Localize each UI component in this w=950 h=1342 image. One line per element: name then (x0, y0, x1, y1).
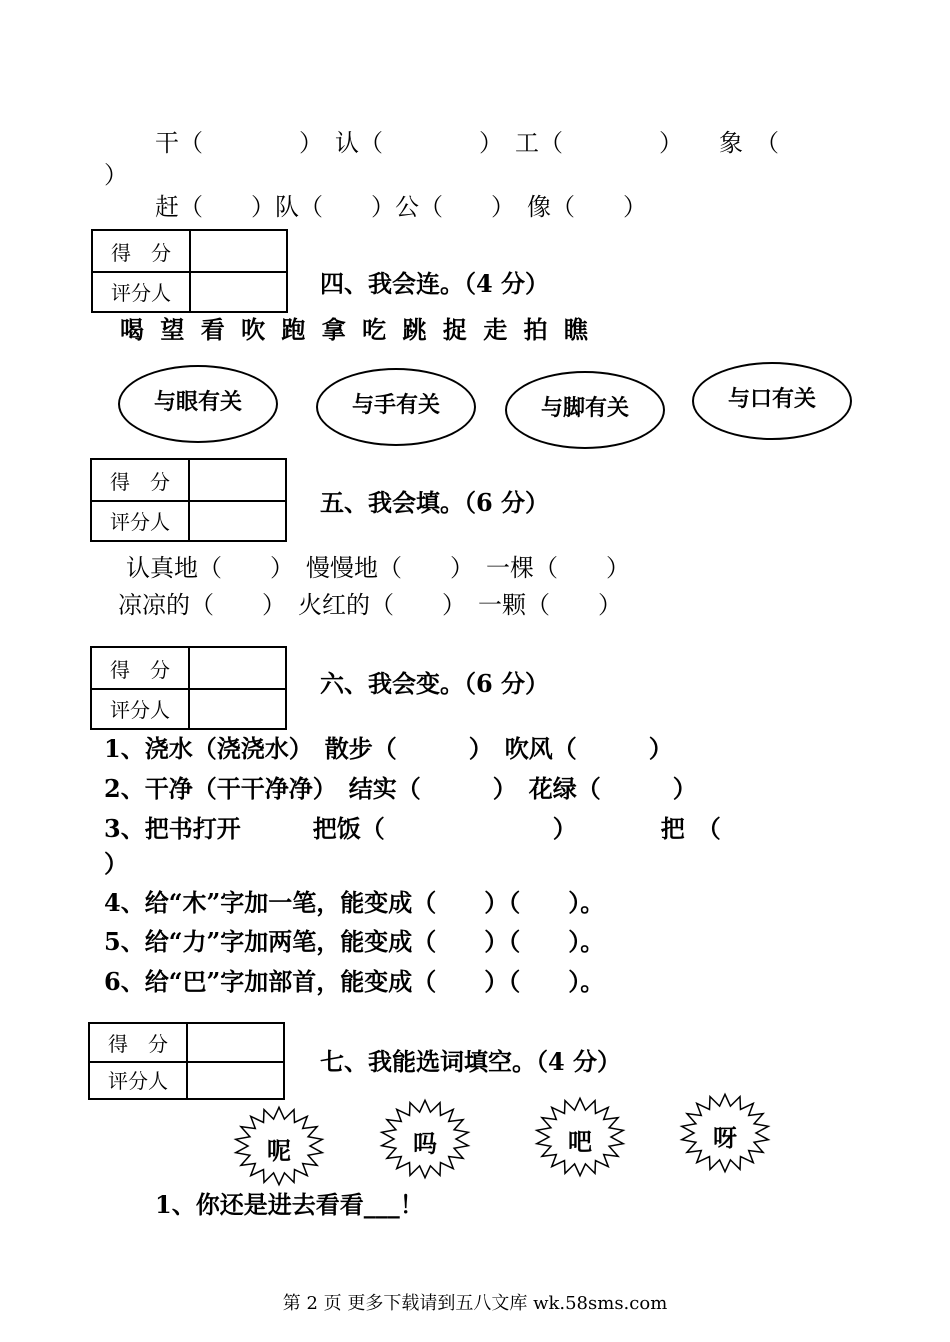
score-cell[interactable] (190, 460, 285, 500)
section7-question-1: 1、你还是进去看看___！ (155, 1190, 424, 1219)
grader-label: 评分人 (90, 1061, 188, 1098)
score-box-section7 (88, 1022, 285, 1100)
oval-hand-label: 与手有关 (351, 392, 440, 418)
score-box-section4 (91, 229, 288, 313)
star-word-ba[interactable] (534, 1096, 626, 1178)
grader-cell[interactable] (191, 271, 286, 311)
page-footer: 第 2 页 更多下载请到五八文库 wk.58sms.com (282, 1293, 668, 1314)
section6-item-4: 4、给“木”字加一笔，能变成（ ）（ ）。 (104, 888, 605, 917)
section3-line2: 赶（ ）队（ ）公（ ） 像（ ） (155, 193, 647, 221)
score-label: 得 分 (92, 460, 190, 500)
grader-cell[interactable] (188, 1061, 283, 1098)
section6-heading: 六、我会变。（6 分） (320, 669, 550, 698)
grader-label: 评分人 (93, 271, 191, 311)
oval-eye[interactable] (118, 365, 278, 443)
oval-mouth-label: 与口有关 (727, 386, 816, 412)
section3-line1-wrap: ） (104, 161, 128, 189)
section6-item-3: 3、把书打开 把饭（ ） 把 （ (104, 814, 721, 843)
grader-cell[interactable] (190, 500, 285, 540)
section6-item-3-wrap: ） (104, 849, 128, 878)
oval-hand[interactable] (316, 368, 476, 446)
score-cell[interactable] (188, 1024, 283, 1061)
section3-line1: 干（ ） 认（ ） 工（ ） 象 （ (155, 129, 779, 157)
section5-line2: 凉凉的（ ） 火红的（ ） 一颗（ ） (118, 591, 622, 619)
section6-item-1: 1、浇水（浇浇水） 散步（ ） 吹风（ ） (104, 734, 673, 763)
section6-item-6: 6、给“巴”字加部首，能变成（ ）（ ）。 (104, 967, 605, 996)
star-word-ne[interactable] (233, 1105, 325, 1187)
star-word-ya-label: 呀 (713, 1123, 737, 1152)
score-box-section5 (90, 458, 287, 542)
star-word-ma-label: 吗 (413, 1129, 437, 1158)
star-word-ba-label: 吧 (568, 1127, 592, 1156)
score-cell[interactable] (191, 231, 286, 271)
grader-label: 评分人 (92, 500, 190, 540)
section6-item-5: 5、给“力”字加两笔，能变成（ ）（ ）。 (104, 927, 605, 956)
score-label: 得 分 (92, 648, 190, 688)
section4-heading: 四、我会连。（4 分） (320, 269, 550, 298)
score-box-section6 (90, 646, 287, 730)
score-cell[interactable] (190, 648, 285, 688)
star-word-ne-label: 呢 (267, 1136, 291, 1165)
oval-mouth[interactable] (692, 362, 852, 440)
grader-cell[interactable] (190, 688, 285, 728)
star-word-ma[interactable] (379, 1098, 471, 1180)
score-label: 得 分 (93, 231, 191, 271)
oval-foot-label: 与脚有关 (540, 395, 629, 421)
star-word-ya[interactable] (679, 1092, 771, 1174)
section6-item-2: 2、干净（干干净净） 结实（ ） 花绿（ ） (104, 774, 697, 803)
oval-foot[interactable] (505, 371, 665, 449)
grader-label: 评分人 (92, 688, 190, 728)
section5-line1: 认真地（ ） 慢慢地（ ） 一棵（ ） (126, 554, 630, 582)
score-label: 得 分 (90, 1024, 188, 1061)
section5-heading: 五、我会填。（6 分） (320, 488, 550, 517)
section4-words: 喝 望 看 吹 跑 拿 吃 跳 捉 走 拍 瞧 (120, 315, 588, 344)
section7-heading: 七、我能选词填空。（4 分） (320, 1047, 622, 1076)
oval-eye-label: 与眼有关 (153, 389, 242, 415)
